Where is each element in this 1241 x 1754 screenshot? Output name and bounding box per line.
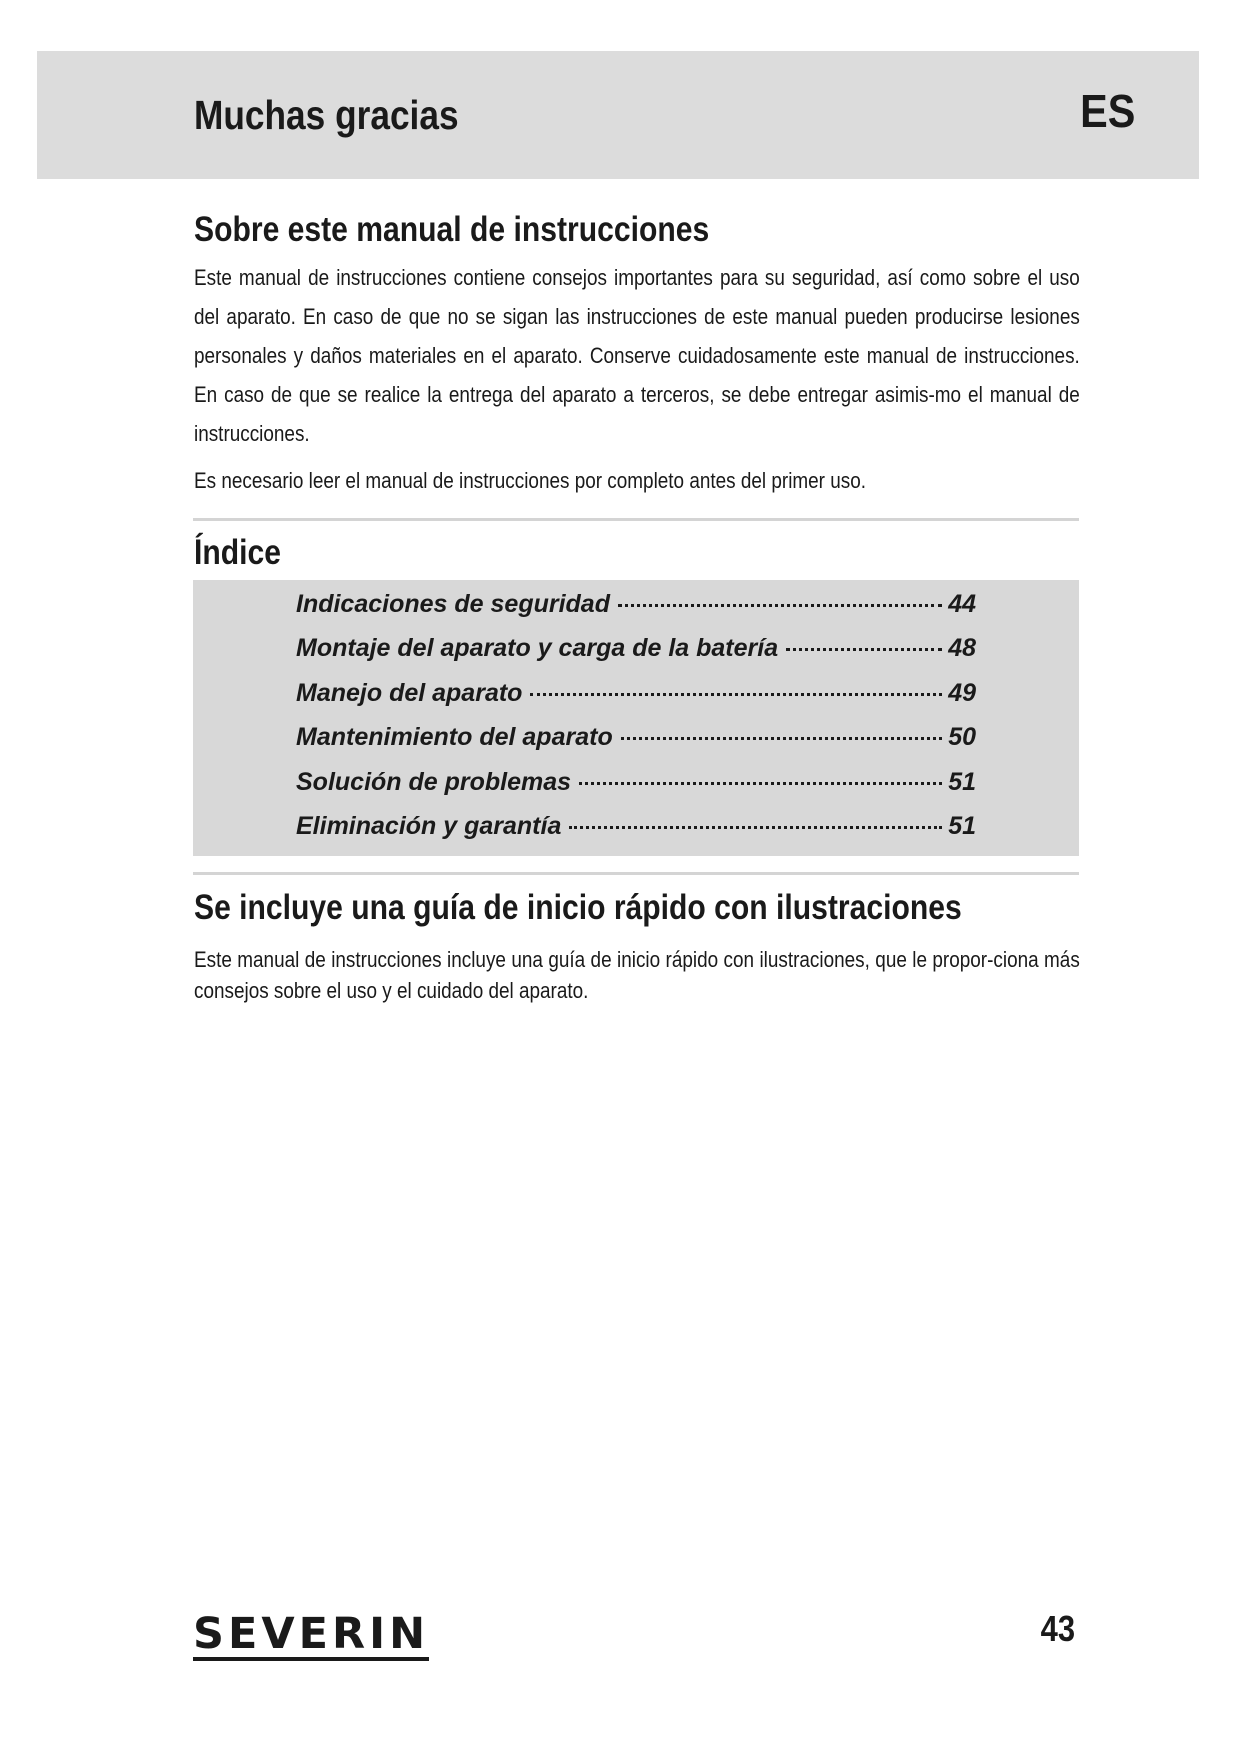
page-number: 43 [1040,1608,1075,1649]
toc-entry-page: 51 [948,811,976,840]
toc-entry [296,768,976,812]
quickstart-heading: Se incluye una guía de inicio rápido con ilustraciones [194,888,962,927]
about-manual-paragraph: Este manual de instrucciones contiene consejos importantes para su seguridad, así como sobre el uso del aparato. En caso de que no se sigan las instrucciones de este manual pueden producirse lesiones personales y daños materiales en el aparato. Conserve cuidadosamente este manual de instrucciones. En caso de que se realice la entrega del aparato a terceros, se debe entregar asimis-mo el manual de instrucciones. [194,265,1080,446]
toc-dot-leader [569,826,942,829]
toc-entry-label: Manejo del aparato [296,678,523,707]
language-code: ES [1079,85,1135,137]
toc-entry-label: Montaje del aparato y carga de la batería [296,634,779,663]
quickstart-paragraph: Este manual de instrucciones incluye una guía de inicio rápido con ilustraciones, que le propor-ciona más consejos sobre el uso y el cuidado del aparato. [194,947,1080,1003]
section-divider [193,872,1079,875]
toc-entry [296,634,976,678]
toc-dot-leader [579,782,942,785]
toc-dot-leader [530,693,942,696]
toc-entry-page: 44 [948,590,976,618]
index-heading: Índice [194,533,281,572]
toc-dot-leader [621,737,942,740]
toc-entry-label: Solución de problemas [296,767,572,796]
severin-logo: SEVERIN [193,1609,430,1659]
toc-entry-page: 48 [948,634,976,663]
toc-entry-page: 50 [948,723,976,752]
toc-entry-label: Mantenimiento del aparato [296,723,613,752]
toc-entry [296,812,976,856]
toc-entry-page: 49 [948,678,976,707]
toc-entry-label: Eliminación y garantía [296,811,562,840]
toc-list [296,590,976,856]
toc-entry [296,723,976,767]
toc-dot-leader [786,648,942,651]
about-manual-heading: Sobre este manual de instrucciones [194,210,710,249]
toc-entry-page: 51 [948,767,976,796]
toc-entry [296,590,976,634]
table-of-contents [193,580,1079,856]
toc-dot-leader [618,604,942,607]
toc-entry-label: Indicaciones de seguridad [296,590,610,618]
toc-entry [296,679,976,723]
section-divider [193,518,1079,521]
page-title: Muchas gracias [194,92,459,138]
read-before-use-paragraph: Es necesario leer el manual de instrucciones por completo antes del primer uso. [194,468,867,493]
